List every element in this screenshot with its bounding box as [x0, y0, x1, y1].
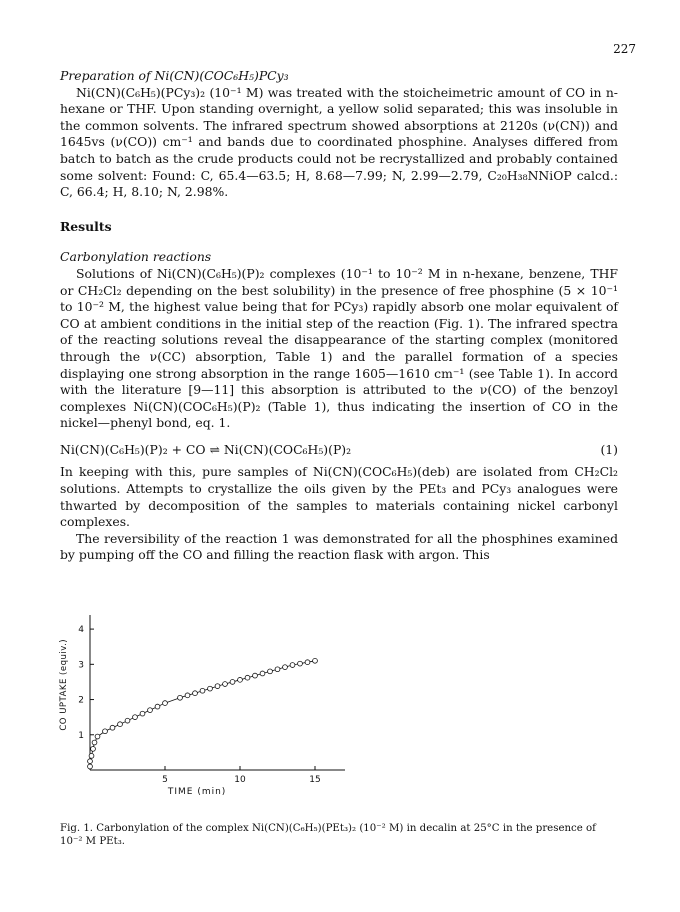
- y-axis-label: CO UPTAKE (equiv.): [59, 638, 69, 731]
- equation-number: (1): [600, 441, 618, 457]
- data-point: [88, 764, 93, 769]
- data-point: [230, 680, 235, 685]
- co-uptake-chart: [59, 620, 370, 810]
- equation-text: Ni(CN)(C₆H₅)(P)₂ + CO ⇌ Ni(CN)(COC₆H₅)(P)₂: [60, 441, 352, 457]
- page-number: 227: [613, 42, 636, 56]
- data-point: [148, 708, 153, 713]
- x-tick-label: 15: [309, 775, 321, 785]
- article-body: [60, 68, 618, 564]
- data-point: [95, 734, 100, 739]
- carbonylation-paragraph-2: In keeping with this, pure samples of Ni(CN)(COC₆H₅)(deb) are isolated from CH₂Cl₂ solutions. Attempts to crystallize the oils given by the PEt₃ and PCy₃ analogues were thwarted by decomposition of the samples to materials containing nickel carbonyl complexes.: [60, 464, 618, 530]
- x-axis-label: TIME (min): [167, 787, 227, 797]
- data-point: [185, 693, 190, 698]
- equation-1: [60, 442, 618, 459]
- data-point: [88, 759, 93, 764]
- data-point: [298, 661, 303, 666]
- y-tick-label: 3: [78, 660, 84, 671]
- data-point: [290, 663, 295, 668]
- y-tick-label: 4: [78, 625, 84, 636]
- figure-1: [59, 620, 370, 810]
- data-point: [89, 754, 94, 759]
- carbonylation-paragraph-1: Solutions of Ni(CN)(C₆H₅)(P)₂ complexes (10⁻¹ to 10⁻² M in n-hexane, benzene, THF or CH₂Cl₂ depending on the best solubility) in the presence of free phosphine (5 × 10⁻¹ to 10⁻² M, the highest value being that for PCy₃) rapidly absorb one molar equivalent of CO at ambient conditions in the initial step of the reaction (Fig. 1). The infrared spectra of the reacting solutions reveal the disappearance of the starting complex (monitored through the ν(CC) absorption, Table 1) and the parallel formation of a species displaying one strong absorption in the range 1605—1610 cm⁻¹ (see Table 1). In accord with the literature [9—11] this absorption is attributed to the ν(CO) of the benzoyl complexes Ni(CN)(COC₆H₅)(P)₂ (Table 1), thus indicating the insertion of CO in the nickel—phenyl bond, eq. 1.: [60, 265, 618, 431]
- data-point: [103, 729, 108, 734]
- x-tick-label: 10: [234, 775, 246, 785]
- y-tick-label: 1: [78, 730, 84, 741]
- data-point: [223, 682, 228, 687]
- data-point: [268, 669, 273, 674]
- carbonylation-paragraph-3: The reversibility of the reaction 1 was demonstrated for all the phosphines examined by pumping off the CO and filling the reaction flask with argon. This: [60, 530, 618, 563]
- results-heading: Results: [60, 218, 112, 234]
- data-point: [283, 665, 288, 670]
- data-point: [260, 671, 265, 676]
- data-point: [92, 740, 97, 745]
- prep-title: Preparation of Ni(CN)(COC₆H₅)PCy₃: [60, 68, 289, 83]
- data-point: [313, 658, 318, 663]
- data-point: [133, 715, 138, 720]
- data-point: [155, 704, 160, 709]
- data-point: [208, 686, 213, 691]
- figure-caption: Fig. 1. Carbonylation of the complex Ni(CN)(C₆H₅)(PEt₃)₂ (10⁻² M) in decalin at 25°C in the presence of 10⁻² M PEt₃.: [60, 823, 596, 847]
- data-point: [305, 660, 310, 665]
- prep-paragraph: Ni(CN)(C₆H₅)(PCy₃)₂ (10⁻¹ M) was treated with the stoicheimetric amount of CO in n-hexane or THF. Upon standing overnight, a yellow solid separated; this was insoluble in the common solvents. The infrared spectrum showed absorptions at 2120s (ν(CN)) and 1645vs (ν(CO)) cm⁻¹ and bands due to coordinated phosphine. Analyses differed from batch to batch as the crude products could not be recrystallized and probably contained some solvent: Found: C, 65.4—63.5; H, 8.68—7.99; N, 2.99—2.79, C₂₀H₃₈NNiOP calcd.: C, 66.4; H, 8.10; N, 2.98%.: [60, 84, 618, 200]
- carbonylation-title: Carbonylation reactions: [60, 249, 212, 265]
- data-point: [118, 722, 123, 727]
- data-point: [125, 718, 130, 723]
- data-point: [253, 673, 258, 678]
- data-point: [140, 711, 145, 716]
- y-tick-label: 2: [78, 695, 84, 706]
- data-point: [163, 701, 168, 706]
- x-tick-label: 5: [162, 775, 168, 785]
- data-point: [178, 695, 183, 700]
- data-point: [200, 688, 205, 693]
- series-line: [90, 661, 315, 767]
- data-point: [215, 684, 220, 689]
- data-point: [245, 675, 250, 680]
- data-point: [275, 667, 280, 672]
- data-point: [91, 746, 96, 751]
- data-point: [110, 725, 115, 730]
- data-point: [193, 691, 198, 696]
- data-point: [238, 677, 243, 682]
